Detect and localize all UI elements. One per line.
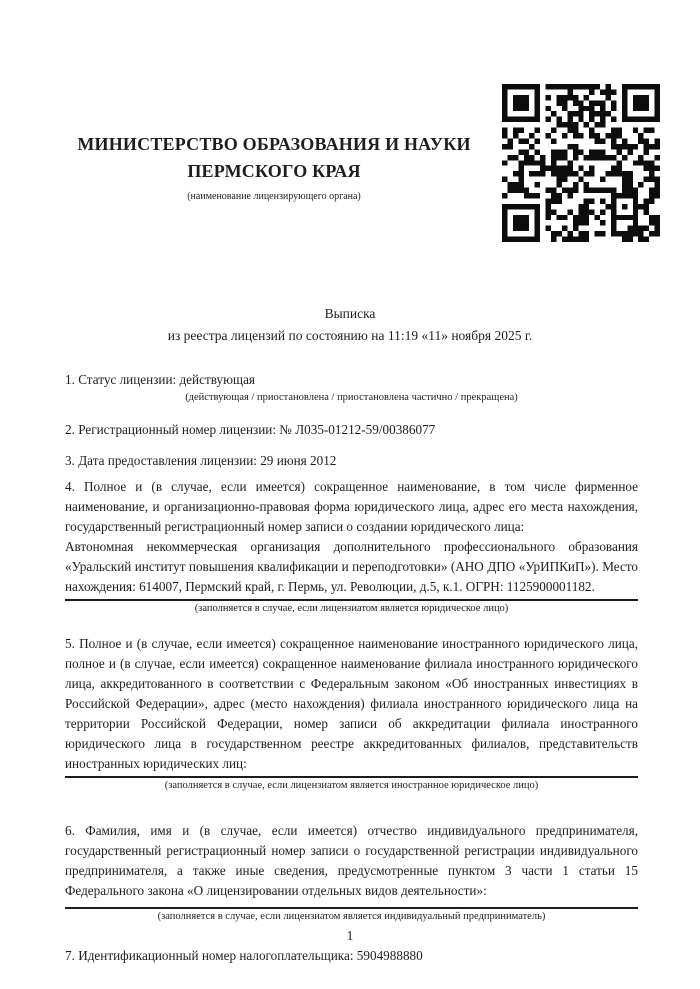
licensing-authority-block <box>64 131 484 203</box>
item-4-legal-entity-value: Автономная некоммерческая организация дополнительного профессионального образования «Уральский институт повышения квалификации и переподготовки» (АНО ДПО «УрИПКиП»). Место нахождения: 614007, Пермский край, г. Пермь, ул. Революции, д.5, к.1. ОГРН: 1125900001182. <box>65 539 638 594</box>
item-7-taxpayer-number: 7. Идентификационный номер налогоплательщика: 5904988880 <box>65 948 423 963</box>
item-6-caption: (заполняется в случае, если лицензиатом является индивидуальный предприниматель) <box>157 911 546 922</box>
item-1-license-status: 1. Статус лицензии: действующая <box>65 372 256 387</box>
item-5-foreign-entity-label: 5. Полное и (в случае, если имеется) сокращенное наименование иностранного юридического лица, полное и (в случае, если имеется) сокращенное наименование филиала иностранного юридического лица, аккредитованного в соответствии с Федеральным законом «Об иностранных инвестициях в Российской Федерации», адрес (место нахождения) филиала иностранного юридического лица на территории Российской Федерации, номер записи об аккредитации филиала иностранного юридического лица в государственном реестре аккредитованных филиалов, представительств иностранных юридических лиц: <box>65 636 638 771</box>
qr-code-image <box>502 84 660 242</box>
document-title-line2: из реестра лицензий по состоянию на 11:19 «11» ноября 2025 г. <box>167 327 533 343</box>
item-4-legal-entity-label: 4. Полное и (в случае, если имеется) сокращенное наименование, в том числе фирменное наименование, и организационно-правовая форма юридического лица, адрес его места нахождения, государственный регистрационный номер записи о создании юридического лица: <box>65 479 638 534</box>
item-5-caption: (заполняется в случае, если лицензиатом является иностранное юридическое лицо) <box>164 780 539 791</box>
item-2-registration-number: 2. Регистрационный номер лицензии: № Л035-01212-59/00386077 <box>65 422 436 437</box>
document-title <box>0 303 700 346</box>
item-3-license-date: 3. Дата предоставления лицензии: 29 июня 2012 <box>65 453 337 468</box>
item-1-caption: (действующая / приостановлена / приостановлена частично / прекращена) <box>185 392 518 403</box>
ministry-name-line2: ПЕРМСКОГО КРАЯ <box>187 161 361 181</box>
qr-code <box>502 84 660 242</box>
document-title-line1: Выписка <box>324 306 376 321</box>
ministry-name-line1: МИНИСТЕРСТВО ОБРАЗОВАНИЯ И НАУКИ <box>77 134 471 154</box>
page-number: 1 <box>346 928 354 943</box>
document-body <box>65 364 638 966</box>
item-4-caption: (заполняется в случае, если лицензиатом является юридическое лицо) <box>194 603 509 614</box>
ministry-name <box>64 131 484 185</box>
licensing-authority-caption: (наименование лицензирующего органа) <box>187 191 361 202</box>
item-6-entrepreneur-label: 6. Фамилия, имя и (в случае, если имеется) отчество индивидуального предпринимателя, государственный регистрационный номер записи о государственной регистрации индивидуального предпринимателя, а также иные сведения, предусмотренные пунктом 3 части 1 статьи 15 Федерального закона «О лицензировании отдельных видов деятельности»: <box>65 823 638 898</box>
